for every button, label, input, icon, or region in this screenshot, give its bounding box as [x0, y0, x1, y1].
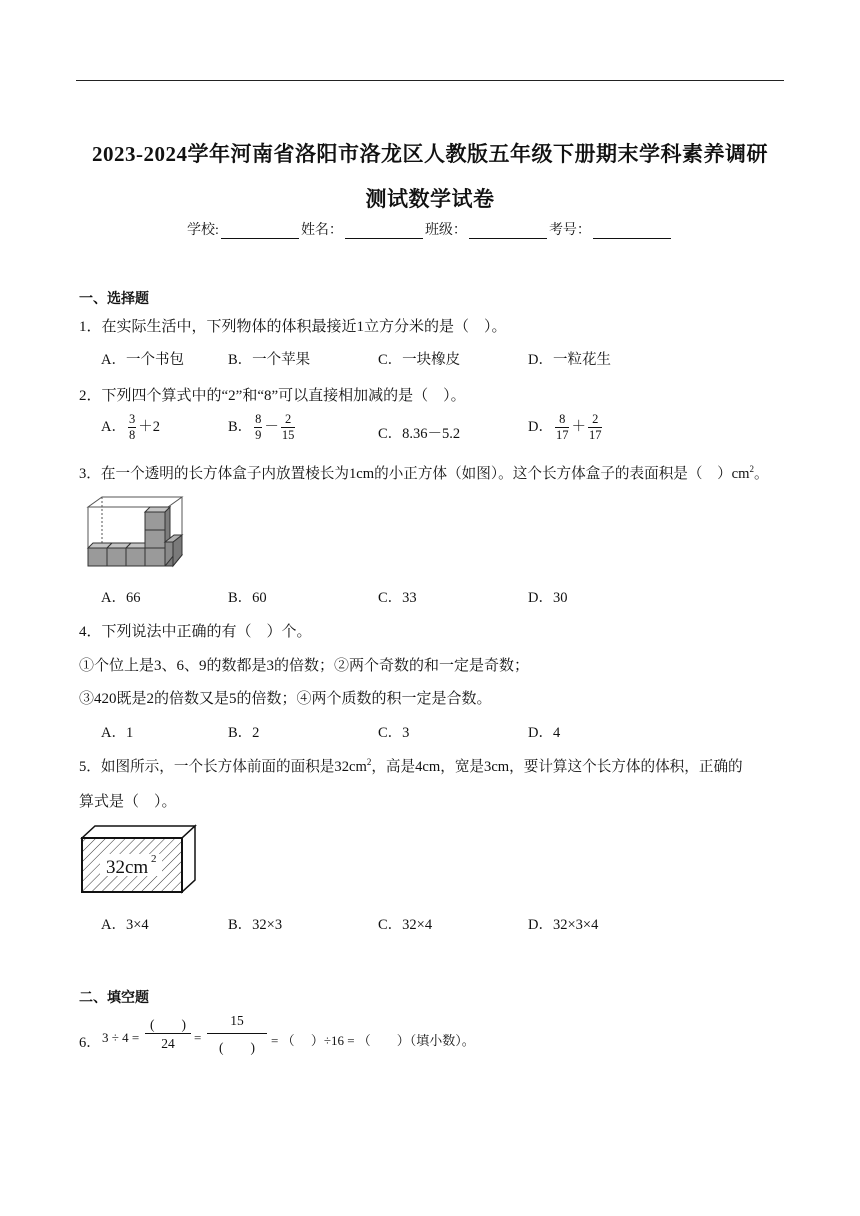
- q3-stem-text: 3．在一个透明的长方体盒子内放置棱长为1cm的小正方体（如图）。这个长方体盒子的表面积是（ ）cm: [79, 466, 750, 482]
- q6-number: 6．: [79, 1035, 101, 1051]
- q4-option-b[interactable]: B．2: [228, 725, 260, 741]
- q5-stem-line1: [79, 755, 743, 776]
- q5-stem-sup: 2: [366, 757, 372, 768]
- q1-option-c[interactable]: C．一块橡皮: [378, 352, 461, 368]
- q2-b-operator: －: [264, 418, 279, 435]
- q3-options: [101, 586, 721, 610]
- q2-option-a[interactable]: [101, 412, 160, 443]
- q2-a-numerator: 3: [128, 412, 136, 426]
- q5-options: [101, 913, 721, 937]
- q3-option-b[interactable]: B．60: [228, 590, 267, 606]
- q5-stem-b: ，高是4cm，宽是3cm，要计算这个长方体的体积，正确的: [371, 759, 743, 775]
- class-label: 班级：: [424, 223, 467, 238]
- q5-option-b[interactable]: B．32×3: [228, 917, 283, 933]
- q4-statements-1: ①个位上是3、6、9的数都是3的倍数；②两个奇数的和一定是奇数；: [79, 658, 530, 674]
- q2-option-d[interactable]: [528, 412, 604, 443]
- q1-option-a[interactable]: A．一个书包: [101, 352, 184, 368]
- q6-lead: 3 ÷ 4 =: [102, 1030, 140, 1045]
- q2-b-fraction1: [254, 412, 262, 443]
- q2-option-b[interactable]: [228, 412, 297, 443]
- q3-stem-sup: 2: [749, 464, 754, 475]
- q2-stem: 2．下列四个算式中的“2”和“8”可以直接相加减的是（ ）。: [79, 388, 466, 404]
- q1-options: [101, 348, 721, 372]
- q5-option-a[interactable]: A．3×4: [101, 917, 149, 933]
- q3-option-c[interactable]: C．33: [378, 590, 417, 606]
- q5-option-d[interactable]: D．32×3×4: [528, 917, 599, 933]
- q2-a-fraction: [128, 412, 136, 443]
- q5-figure-area-sup: 2: [151, 853, 157, 865]
- q5-cuboid-figure: [80, 824, 198, 894]
- q4-option-c[interactable]: C．3: [378, 725, 410, 741]
- q2-d-operator: ＋: [571, 418, 586, 435]
- exam-title-line1: 2023-2024学年河南省洛阳市洛龙区人教版五年级下册期末学科素养调研: [92, 142, 768, 166]
- q2-a-label: A．: [101, 418, 126, 435]
- q3-stem: [79, 462, 769, 483]
- q2-b-denominator2: 15: [281, 428, 295, 442]
- q6-fraction2: [207, 1013, 267, 1056]
- school-blank[interactable]: [221, 224, 299, 239]
- section-fill-heading: 二、填空题: [79, 990, 149, 1006]
- q3-option-d[interactable]: D．30: [528, 590, 568, 606]
- q5-option-c[interactable]: C．32×4: [378, 917, 433, 933]
- q5-stem-a: 5．如图所示，一个长方体前面的面积是32cm: [79, 759, 367, 775]
- q6-line: [79, 1013, 679, 1063]
- q6-fraction1-numerator-blank[interactable]: ( ): [145, 1013, 191, 1034]
- q3-stem-end: 。: [754, 466, 769, 482]
- q2-d-numerator2: 2: [588, 412, 603, 428]
- q6-fraction2-numerator: 15: [207, 1013, 267, 1034]
- q2-d-label: D．: [528, 418, 553, 435]
- q4-options: [101, 721, 721, 745]
- q6-fraction1-denominator: 24: [161, 1036, 175, 1051]
- q1-option-d[interactable]: D．一粒花生: [528, 352, 611, 368]
- q5-stem-line2: 算式是（ ）。: [79, 794, 177, 810]
- q6-tail: = （ ）÷16 = （ ）（填小数）。: [271, 1033, 475, 1048]
- q2-d-fraction2: [588, 412, 603, 443]
- q2-a-rest: ＋2: [138, 418, 160, 435]
- q6-equals: =: [194, 1030, 202, 1045]
- q2-b-numerator2: 2: [281, 412, 296, 428]
- section-choice-heading: 一、选择题: [79, 291, 149, 307]
- q1-option-b[interactable]: B．一个苹果: [228, 352, 311, 368]
- q2-d-denominator1: 17: [555, 428, 569, 442]
- name-blank[interactable]: [345, 224, 423, 239]
- q4-option-d[interactable]: D．4: [528, 725, 561, 741]
- q2-b-numerator1: 8: [255, 412, 262, 426]
- school-label: 学校:: [187, 223, 219, 238]
- q4-option-a[interactable]: A．1: [101, 725, 134, 741]
- q6-fraction1: [145, 1013, 191, 1052]
- name-label: 姓名：: [300, 223, 343, 238]
- q2-d-fraction1: [555, 412, 570, 443]
- q3-option-a[interactable]: A．66: [101, 590, 141, 606]
- q2-option-c[interactable]: C．8.36－5.2: [378, 426, 461, 442]
- number-blank[interactable]: [593, 224, 671, 239]
- class-blank[interactable]: [469, 224, 547, 239]
- student-info-line: [0, 219, 860, 239]
- q1-stem: 1．在实际生活中，下列物体的体积最接近1立方分米的是（ ）。: [79, 319, 507, 335]
- q5-figure-area-label: 32cm: [106, 857, 149, 878]
- exam-title-line2: 测试数学试卷: [365, 187, 495, 211]
- q4-statements-2: ③420既是2的倍数又是5的倍数；④两个质数的积一定是合数。: [79, 691, 492, 707]
- q2-a-denominator: 8: [128, 428, 136, 442]
- q2-b-denominator1: 9: [255, 428, 262, 442]
- q2-d-denominator2: 17: [588, 428, 602, 442]
- q2-b-fraction2: [281, 412, 296, 443]
- q3-cube-box-figure: [86, 495, 186, 569]
- q2-d-numerator1: 8: [555, 412, 570, 428]
- q2-options: [101, 412, 721, 450]
- header-rule: [76, 80, 784, 81]
- q2-b-label: B．: [228, 418, 253, 435]
- q6-fraction2-denominator-blank[interactable]: ( ): [219, 1040, 255, 1055]
- q4-stem: 4．下列说法中正确的有（ ）个。: [79, 624, 312, 640]
- number-label: 考号：: [548, 223, 591, 238]
